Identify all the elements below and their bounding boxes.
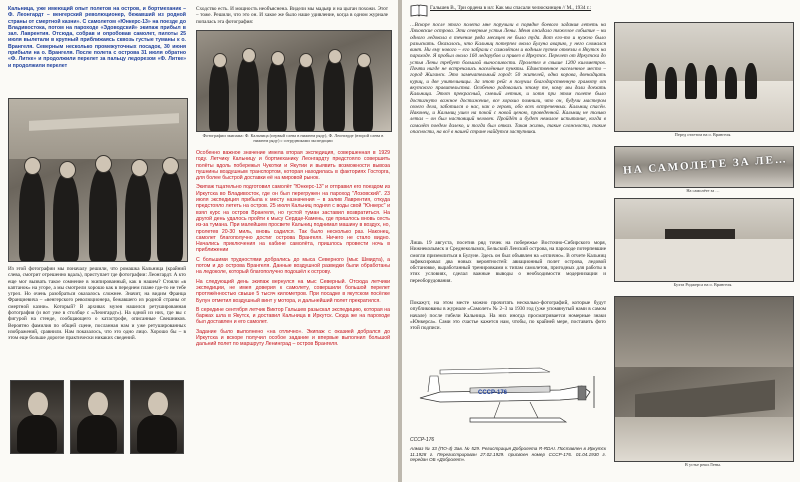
photo-caption-2: На самолёте за … bbox=[686, 188, 720, 193]
group-photo-expedition bbox=[196, 30, 392, 132]
photo-lena-delta bbox=[614, 296, 794, 462]
photo-before-departure bbox=[614, 22, 794, 132]
left-page bbox=[0, 0, 399, 482]
aircraft-caption: Алмаз № 33 (ПО-4) Зав. № 529. Регистрация Добролета R-RDAI. Поставлен в Иркутск 11.1928 г. Перегистрирован 27.02.1929. присвоен номер СССР-176. 01.04.1930 г. передан ОБ «Добролет». bbox=[410, 446, 606, 463]
red-paragraph: Задание было выполнено «на отлично». Экипаж с оказией добрался до Иркутска и вскоре получил особое задание и впервые выполнил большой дальний полет по маршруту Ленинград – остров Врангеля. bbox=[196, 328, 390, 348]
photo-caption-3: Бухта Роджерса на о. Врангеля. bbox=[673, 282, 733, 287]
right-page bbox=[402, 0, 800, 482]
aircraft-registration: СССР-176 bbox=[478, 390, 508, 396]
photo-rogers-bay bbox=[614, 198, 794, 282]
red-paragraph: Экипаж тщательно подготовил самолёт "Юнкерс-13" и отправил его поездом из Иркутска во Владивосток, где он был перегружен на пароход "Лозовский". 23 июля экспедиция прибыла к месту назначения – в залив Лаврентия, откуда предстояло лететь на остров. 25 июля Кальниц поднял с воды свой "Юнкерс" и взял курс на остров Врангеля, но густой туман заставил возвратиться. На другой день удалось пройти к мысу Сердце-Камень, где пришлось вновь сесть из-за тумана. При малейшем просвете Кальниц поднимал машину в воздух, но, пролетев 20-30 миль, вновь садился. Так было несколько раз. Наконец, самолет благополучно достиг острова Врангеля. Ничего не стало видно. Начались приключения на кабине самолёта, пришлось провести ночь в приближении bbox=[196, 184, 390, 254]
source-reference: Гальшев В., Три ордена в ил: Как мы спасали челюскинцев // М., 1934 г.: bbox=[430, 5, 592, 11]
photo-caption-1: Перед отлетом на о. Врангеля. bbox=[674, 132, 732, 137]
book-icon bbox=[410, 4, 428, 17]
body-text-column: Из этой фотографии мы поначалу решили, что ромашка Кальница (крайний слева, смотрит отрешенно вдаль), приступает где фотографии: Леонгардт. А кто еще мог вызвать такое сомнение в экипированный, как в нашем? Стояли «в каптанок» на угоре, а мы смотрели хорошо как в переднем плане где-то не тебе угрел. Но очень разобраться оказалось сложнее. Значит, на видим Франца Франциевича – «венгерского революционера, бежавшего из родной страны от смертной казни». Который? В архивах музея нашелся ретушированная фотография (и вот уже в столбце с «Леонгардт»). На одной из них, где вы с фигурой на стенде, сообщающего о катастрофе, описанные Свешников. Вероятно фамилия по общей сцене, посланная нам и уже ретушированных изображений, сравнили. Нам показалось, что это одно лицо. Хорошо бы – в этом еще больше дорогое практически никаких сведений. bbox=[8, 266, 186, 342]
red-paragraph: В середине сентября летчик Виктор Гальшев разыскал экспедицию, которая на баржах шла в Якутск, и доставил Кальница в Иркутск. Сюда же на пароходе был доставлен и его самолет. bbox=[196, 306, 390, 326]
intro-blue-column: Кальница, уже имеющий опыт полетов на остров, и бортмеханик – Ф. Леонгардт – венгерский революционер, бежавший из родной страны от смертной казни». С самолетом «Юнкерс-13» на поезде до Владивостока, потом на пароходе «Эдоводский» экипаж прибыл в зал. Лаврентия. Отсюда, собрав и опробовав самолет, пилоты 25 июля вылетали в крупный приближаясь сквозь густые туманы к о. Врангеля. Северным несколько промежуточных посадок, 30 июня прибыли на о. Врангеля. После полета с острова 31 июля обратно «Ф. Литке» и продолжили перелет за пальцу ледорезом «Ф. Литке» и продолжили перелет bbox=[8, 6, 186, 69]
photo-caption-4: В устье реки Лены. bbox=[684, 462, 722, 467]
memoir-quote: …Вскоре после этого полета мне поручили в порядке боевого задания лететь на Ляховские острова. Эти северные устья Лены. Меня ожидало тяжелое событие – ни одного ледокола в течение ряда месяцев не было туда. Вот его-то и нужно было разыскать. Оказалось, что Кальниц потерпел около Булуна аварию, у него сломался винт. Ни ему нового – его забрали с самолётом и водным путем отвезли в Якутск на пароходе. Я пробыл около 160 ледорубов и привез в Иркутск. Перелет от Иркутска до устья Лены требует большой выносливости. Пролетел я свыше 1200 километров. Почти нигде не встречались населённые пункты. Единственное населенное место – город Жиганск. Это замечательный город: 50 жителей, одна корова, двенадцать куриц, и две учительницы. За этот рейс я получил благодарственную грамоту от якутского правительства. Особенно радовались этому те, кому мы дали доехать Кальница. Этот прекрасный, смелый летчик, и хотя при этом полете было достигнуто важное достижение, все хорошо помнили, что он, будучи мастером своего дела, заботился о нас, как о героях, обо всех встреченных. Кальниц спасён. Наконец, и Кальниц ушел на покой с новой ценою, проведенной. Кальниц не только летал – он был настоящий человек. Пройдёт и будет немалое испытание, когда в самолёт поедем далеко, и тогда был отказ. Такая жизнь, такие сложности, такие опасности, на всё в нашей стране найдутся заступники. bbox=[410, 22, 606, 136]
portrait-photo-1 bbox=[10, 380, 64, 454]
aircraft-caption-title: СССР-176 bbox=[410, 437, 435, 443]
red-article-column bbox=[196, 150, 390, 348]
article-paragraph-2: Лишь 19 августа, посетив ряд точек на побережье Восточно-Сибирского моря, Нижнеколымск и Среднеколымск, Бельский Ленский острова, на пароходе потерпевшие смогли приземлиться в Булуне. Здесь он был объявлен на «отлично». В отчете Кальниц зафиксировал два новых вероятностей: авиационный полет острова, ледовой обстановке, выработанный тренировками к типам самолетов, пригодных для работы в этих условиях, сделал важные выводы о необходимости модернизации и переоборудования. bbox=[410, 240, 606, 284]
article-paragraph-3: Покажут, на этом месте можно прочитать несколько-фотографий, которые будут опубликованы в журнале «Самолет» № 2–3 за 1930 год (уже упомянутый нами в самом начале) после гибели Кальница. На них иногда просматривается номерные знаки «Юнкерса». Сами это счастье кажется нам, чтобы, по крайней мере, поставить фото этой подписи. bbox=[410, 300, 606, 332]
red-paragraph: На следующий день экипаж вернулся на мыс Северный. Отсюда летчики экспедиции, не имея доверия к самолету, совершили большой перелет протяжённостью свыше 5 тысяч километров. При посадке в якутском посёлке Булун отметил воздушный винт у мотора, и дальнейший полет прекратился. bbox=[196, 278, 390, 304]
group-photo-caption: Фотографии экипажа: Ф. Кальница (первый слева в нижнем ряду), Ф. Леонгардт (второй слева в нижнем ряду) с сотрудниками экспедиции bbox=[202, 133, 384, 143]
intro-text-column: Сходство есть. И мощность необъяснена. Видели мы мадьяр и на цыган похожи. Этот – тоже. Решили, что это он. И хакое же было наше удивление, когда в одном журнале попалась эта фотография: bbox=[196, 6, 388, 25]
red-paragraph: С большими трудностями добрались до мыса Северного (мыс Шмидта), а потом и до острова Врангеля. Данные воздушной разведки были обработаны на ледоколе, который благополучно подошёл к острову. bbox=[196, 256, 390, 276]
banner-text: НА САМОЛЕТЕ ЗА ЛЕ… bbox=[622, 153, 789, 177]
banner-photo bbox=[614, 146, 794, 188]
red-paragraph: Особенно важное значение имела вторая экспедиция, совершенная в 1929 году. Летчику Кальницу и бортмеханику Леонгардту предстояло совершить полёты вдоль побережья Чукотки и Якутии и выявить возможности вывоза пушнины воздушным транспортом, которая находилась в факториях Госторга, для более быстрой доставки её на мировой рынок. bbox=[196, 150, 390, 182]
portrait-photo-3 bbox=[130, 380, 184, 454]
aircraft-drawing bbox=[410, 346, 610, 438]
portrait-photo-2 bbox=[70, 380, 124, 454]
crew-aircraft-photo bbox=[8, 98, 188, 262]
